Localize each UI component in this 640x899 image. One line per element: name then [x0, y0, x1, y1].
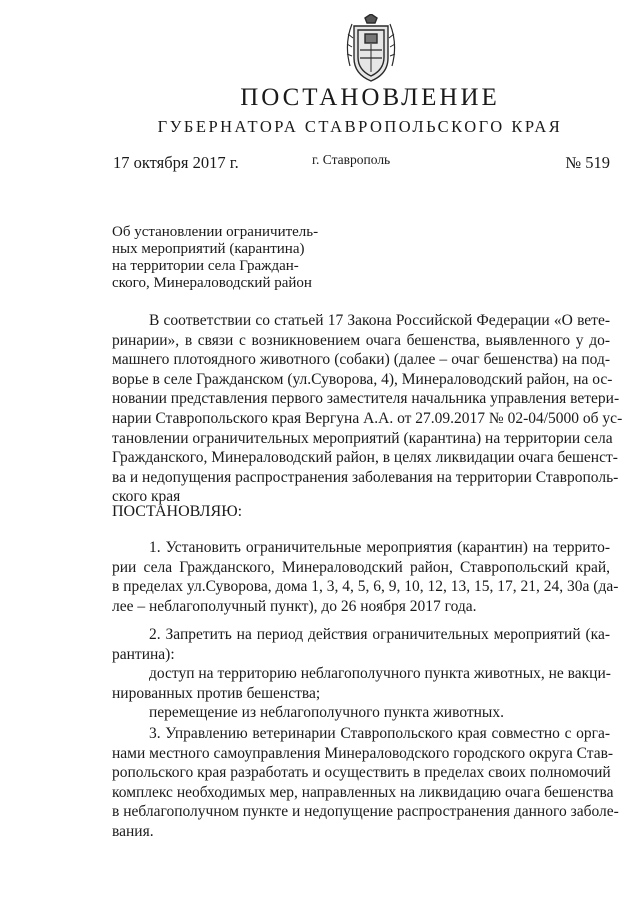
- text-line: в неблагополучном пункте и недопущение распространения данного заболе-: [112, 803, 619, 821]
- text-line: нированных против бешенства;: [112, 684, 321, 702]
- text-line: 1. Установить ограничительные мероприятия (карантин) на террито-: [149, 539, 610, 556]
- text-line: комплекс необходимых мер, направленных на ликвидацию очага бешенства: [112, 783, 614, 801]
- item-2-paragraph: [112, 625, 610, 723]
- heading-line: ского, Минераловодский район: [112, 275, 312, 291]
- heading-line: Об установлении ограничитель-: [112, 224, 319, 240]
- text-line: лее – неблагополучный пункт), до 26 ноября 2017 года.: [112, 597, 477, 615]
- text-line: В соответствии со статьей 17 Закона Российской Федерации «О вете-: [149, 312, 610, 329]
- text-line: перемещение из неблагополучного пункта животных.: [149, 704, 504, 722]
- resolve-heading: ПОСТАНОВЛЯЮ:: [112, 503, 243, 520]
- document-number: № 519: [565, 153, 610, 172]
- document-city: г. Ставрополь: [312, 152, 391, 167]
- text-line: тановлении ограничительных мероприятий (карантина) на территории села: [112, 429, 613, 447]
- item-1-paragraph: [112, 538, 619, 616]
- text-line: ворье в селе Гражданском (ул.Суворова, 4), Минераловодский район, на ос-: [112, 370, 613, 388]
- text-line: вания.: [112, 822, 154, 840]
- text-line: ропольского края разработать и осуществить в пределах своих полномочий: [112, 764, 611, 782]
- text-line: рии села Гражданского, Минераловодский район, Ставропольский край,: [112, 558, 610, 576]
- text-line: Гражданского, Минераловодский район, в целях ликвидации очага бешенст-: [112, 449, 618, 467]
- document-heading: [112, 224, 327, 292]
- preamble-paragraph: [112, 311, 623, 507]
- item-3-paragraph: [112, 724, 619, 842]
- text-line: нарии Ставропольского края Вергуна А.А. от 27.09.2017 № 02-04/5000 об ус-: [112, 409, 623, 427]
- text-line: 2. Запретить на период действия ограничительных мероприятий (ка-: [149, 626, 610, 643]
- text-line: рантина):: [112, 645, 175, 663]
- text-line: машнего плотоядного животного (собаки) (далее – очаг бешенства) на под-: [112, 351, 610, 369]
- text-line: новании представления первого заместителя начальника управления ветери-: [112, 390, 620, 408]
- text-line: ского края: [112, 488, 181, 506]
- text-line: в пределах ул.Суворова, дома 1, 3, 4, 5, 6, 9, 10, 12, 13, 15, 17, 21, 24, 30а (да-: [112, 578, 619, 596]
- text-line: доступ на территорию неблагополучного пункта животных, не вакци-: [149, 665, 611, 683]
- text-line: ва и недопущения распространения заболевания на территории Ставрополь-: [112, 468, 619, 486]
- heading-line: ных мероприятий (карантина): [112, 241, 305, 257]
- text-line: нами местного самоуправления Минераловодского городского округа Став-: [112, 744, 614, 762]
- text-line: 3. Управлению ветеринарии Ставропольского края совместно с орга-: [149, 725, 610, 742]
- text-line: ринарии», в связи с возникновением очага бешенства, выявленного у до-: [112, 331, 610, 349]
- document-date: 17 октября 2017 г.: [113, 153, 239, 172]
- document-title: ПОСТАНОВЛЕНИЕ: [240, 84, 500, 111]
- heading-line: на территории села Граждан-: [112, 258, 299, 274]
- document-subtitle: ГУБЕРНАТОРА СТАВРОПОЛЬСКОГО КРАЯ: [157, 117, 563, 136]
- stavropol-coat-of-arms-icon: [338, 14, 404, 84]
